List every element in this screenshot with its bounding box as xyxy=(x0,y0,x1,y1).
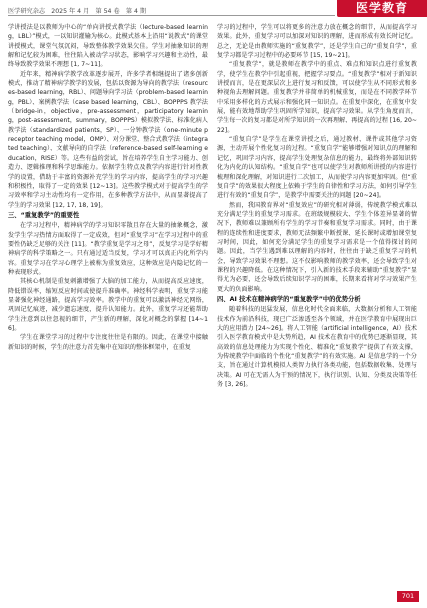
journal-issue-line: 医学研究杂志 2025 年 4 月 第 54 卷 第 4 期 xyxy=(8,8,147,15)
left-paragraph-1: 学讲授法是以教师为中心的“单向讲授式教学法（lecture-based learning，LBL）”模式，一以知识灌输为核心。此模式基本上沿用“说教式”的课堂讲授模式，课堂气氛沉闷，导致整体教学效果欠佳。学生对抽象知识的理解和记忆较为困难，往往陷入被动学习状态，影响学习兴趣和主动性，最终导致教学效果不理想 [1, 7~11]。 xyxy=(8,24,208,69)
right-paragraph-3: “重复自学”是学生在课堂讲授之后，通过教材、课件或其他学习资源，主动开展个性化复习的过程。“重复自学”能够增强对知识点的理解和记忆，巩固学习内容，提高学生处理复杂信息的能力，最终将外部知识转化为内化的认知结构。“重复自学”也可以使学生对教师所讲授的内容进行梳理和深化理解，对知识进行二次加工，从而使学习内容更加牢固。但“重复自学”的效果很大程度上依赖于学生的自律性和学习方法，如何引导学生进行有效的“重复自学”，是教学中需要关注的问题 [20~24]。 xyxy=(217,136,417,200)
right-column xyxy=(217,23,417,583)
page-number-badge: 701 xyxy=(397,591,419,602)
left-paragraph-4: 其核心机制是重复刺激增强了大脑的加工能力，从而提高反应速度，降低错误率，缩短反应时间或使提升准确率。神经科学表明，重复学习能显著强化神经通路，提高学习效率。教学中的重复可以激活神经元网络，巩固记忆痕迹，减少遗忘速度，提升认知能力。此外，重复学习还能帮助学生注意到以往忽视的细节，产生新的理解，深化对概念的掌握 [14~16]。 xyxy=(8,278,208,332)
left-paragraph-3: 在学习过程中，精神病学的学习知识零散且存在大量的抽象概念，激发学生学习热情方面取得了一定成效，但对“重复学习”在学习过程中的重要性仍缺乏足够的关注 [11]。“教学重复是学习之母”，反复学习是学好精神病学的科学策略之一。只有通过适当反复，学习才可以真正内化所学内容。重复学习在学习心理学上被称为重复效应，这种效应是内隐记忆的一种表现形式。 xyxy=(8,222,208,276)
section-heading-4: 四、AI 技术在精神病学的“重复教学”中的优势分析 xyxy=(217,295,361,303)
right-paragraph-5: 随着科技的迅猛发展，信息化时代全面来临，大数据分析和人工智能技术作为前沿科技，现已广泛渗透至各个领域，并在医学教育中展现出巨大的应用潜力 [24~26]。将人工智能（artificial intelligence，AI）技术引入医学教育模式中是大势所趋，AI 技术在教育中的优势已逐渐显现，其高效的信息处理能力为实现个性化、精准化“重复教学”提供了有效支撑，为传统教学中面临的个性化“重复教学”的有效实施。AI 是信息学的一个分支，旨在通过计算机模拟人类智力执行各类功能，包括数据收集、处理与决策。AI 可在无需人为干预的情况下，执行识别、认知、分类及决策等任务 [3, 26]。 xyxy=(217,306,417,389)
right-paragraph-4: 然而，我国教育界对“重复效应”的研究相对薄弱，传统教学模式难以充分满足学生的重复学习需求。在班级规模较大、学生个体差异显著的情况下，教师难以兼顾所有学生的学习节奏和重复学习需求。同时，由于课程的连续性和进度要求，教师无法频繁中断授课、延长课时或增加课堂复习时间，因此，如何充分满足学生的重复学习需求是一个值得探讨的问题。因此，当学生遇到难以理解的内容时，往往由于缺乏重复学习的机会，导致学习效果不理想。这不仅影响教师的教学效率，还会导致学生对课程的兴趣降低。在这种情况下，引入新的技术手段来辅助“重复教学”显得尤为必要，还会导致后续知识学习的困难，长期来看将对学习效果产生更大的负面影响。 xyxy=(217,201,417,293)
left-column xyxy=(8,23,208,583)
right-paragraph-2: “重复教学”，就是教师在教学中的重点、难点和知识点进行重复教学，使学生在教学中引起重视，把握学习要点。“重复教学”相对于新知识讲授而言，是在更深层次上进行复习和反馈，可以使学生从不同形式和多种视角去理解问题。重复教学并非简单的机械重复，而是在不同教学环节中采用多样化的方式展示和强化同一知识点。在重复中深化，在重复中发展，能有效地帮助学生巩固所学知识，提高学习效果。从学生角度而言，学生每一次的复习都是对所学知识的一次再理解、再提高的过程 [16, 20~22]。 xyxy=(217,61,417,134)
section-badge: 医学教育 xyxy=(337,0,427,17)
page-header xyxy=(0,0,427,22)
left-paragraph-2: 近年来，精神病学教学改革逐步展开，许多学者相继提出了诸多创新模式，推动了精神病学教学的发展，包括以资源为导向的教学法（resources-based learning，RBL）、问题导向学习法（problem-based learning，PBL）、案例教学法（case based learning，CBL）、BOPPPS 教学法（bridge-in，objective，pre-assessment，participatory learning，post-assessment，summary，BOPPPS）模拟教学法、标准化病人教学法（standardized patients，SP）、一分钟教学法（one-minute preceptor teaching model，OMP）、对分课堂、整合式教学法（integrated teaching）、文献导向的自学法（reference-based self-learning education，RISE）等。这些有益的尝试，旨在培养学生自主学习能力、创造力、逻辑推理和科学思维能力。依据学生特点及教学内容进行针对性教学的设置，借助于丰富的资源补充学生的学习内容，提高学生的学习兴趣和积极性，取得了一定的效果 [12~13]。这些教学模式对于提高学生的学习效率和学习主动性均有一定作用，在多种教学方法中，从而显著提高了学生的学习效果 [12, 17, 18, 19]。 xyxy=(8,70,208,209)
left-paragraph-5: 学生在课堂学习的过程中专注度往往是有限的。因此，在课堂中接触新知识的时候，学生的注意力首先集中在知识的整体框架中，在重复 xyxy=(8,334,208,351)
section-heading-3: 三、“重复教学”的重要性 xyxy=(8,211,80,219)
header-rule xyxy=(8,15,335,16)
right-paragraph-1: 学习的过程中，学生可以将更多的注意力放在概念的细节，从而提高学习效果。此外，重复学习可以加深对知识的理解，进而形成有效长时记忆。总之，无论是由教师实施的“重复教学”，还是学生自己的“重复自学”，重复学习都是学习过程中的必要环节 [15, 19~21]。 xyxy=(217,24,417,60)
